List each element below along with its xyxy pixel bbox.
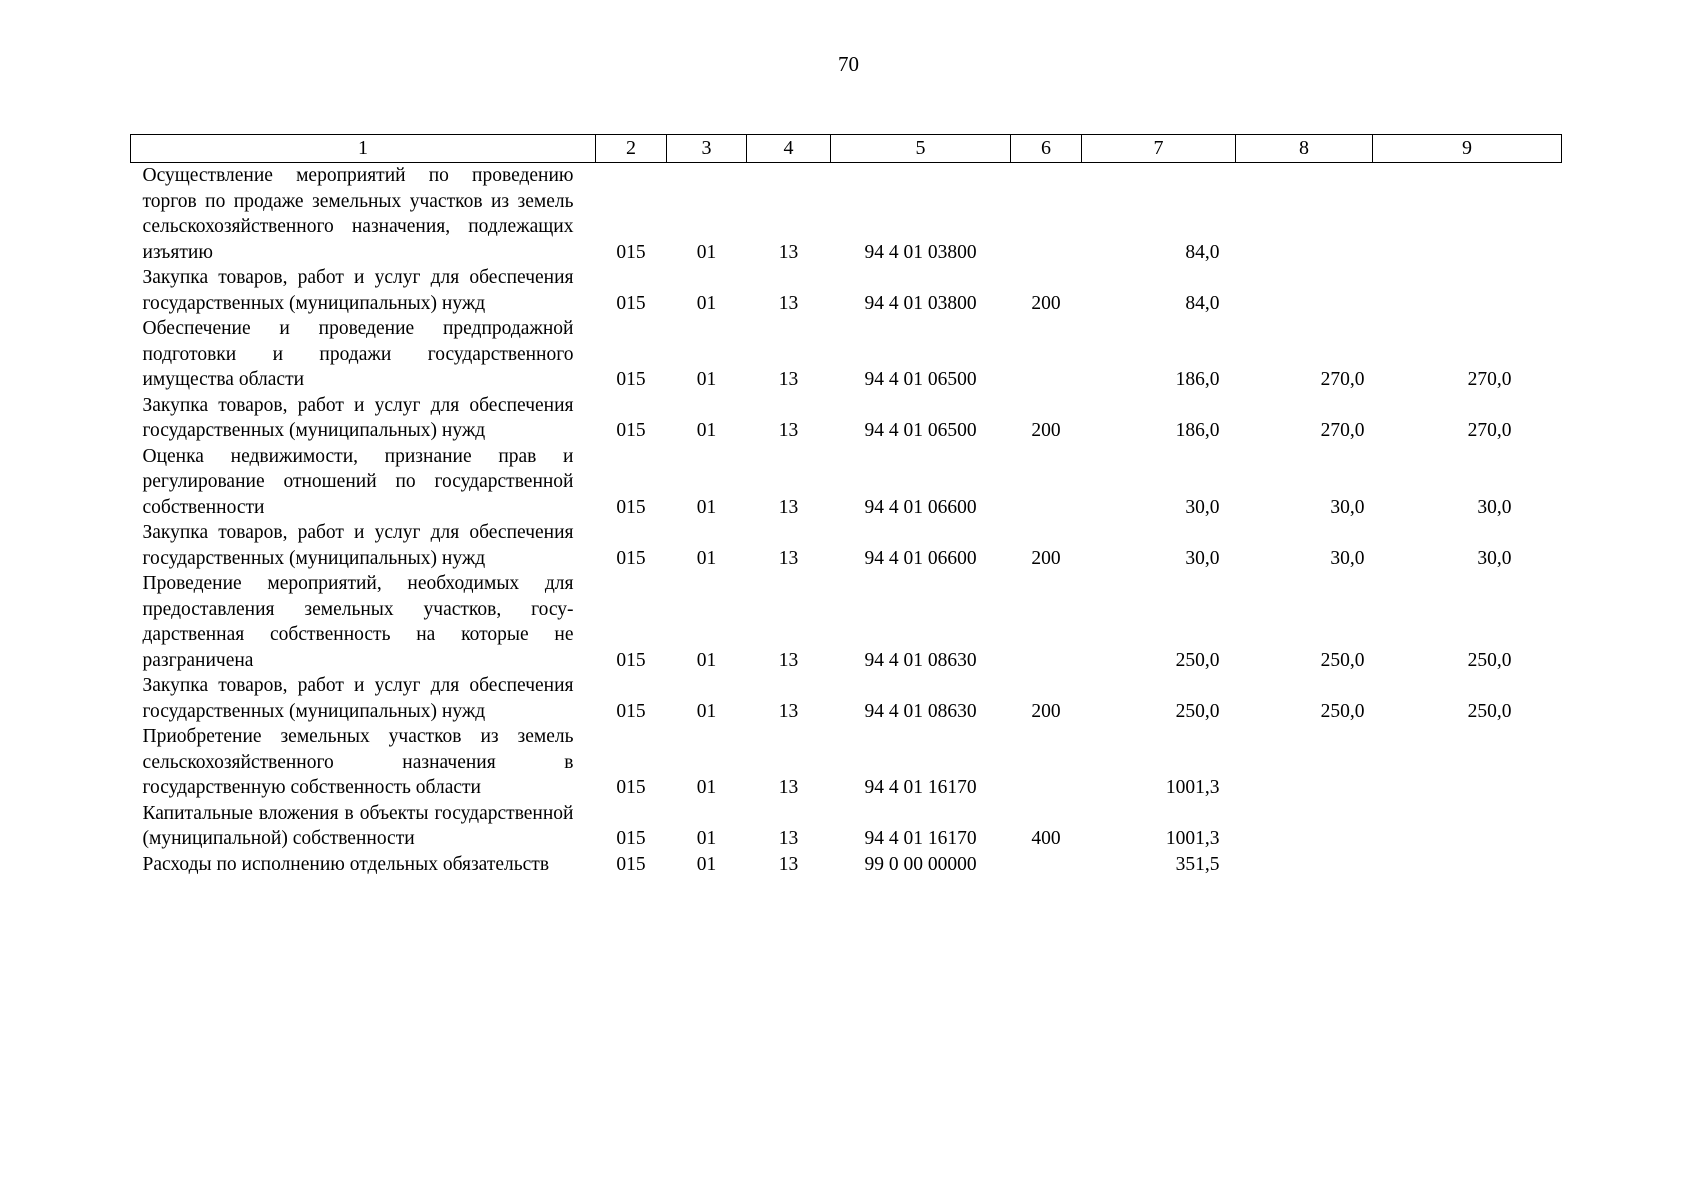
- row-expense-type: [1011, 316, 1082, 393]
- row-code-col3: 01: [696, 777, 717, 798]
- row-code-col2: 015: [616, 420, 646, 441]
- row-code-col2: 015: [616, 241, 646, 263]
- column-header-3: 3: [667, 135, 747, 163]
- row-amount-col7: 186,0: [1175, 420, 1220, 441]
- row-code-col3: 01: [696, 369, 717, 390]
- column-header-2: 2: [596, 135, 667, 163]
- row-code-col4: 13: [778, 420, 799, 441]
- row-amount-col9: [1373, 852, 1562, 878]
- row-amount-col7: 1001,3: [1165, 828, 1220, 849]
- table-row: [131, 265, 1562, 316]
- row-code-col2: 015: [616, 700, 646, 722]
- row-amount-col8: 270,0: [1320, 420, 1365, 441]
- row-amount-col7: 250,0: [1175, 700, 1220, 722]
- row-amount-col9: [1373, 801, 1562, 852]
- table-row: [131, 520, 1562, 571]
- row-description: Закупка товаров, работ и услуг для обеспечения государственных (муниципальных) нужд: [142, 267, 574, 314]
- row-code-col2: 015: [616, 292, 646, 314]
- row-code-col3: 01: [696, 853, 717, 875]
- table-row: [131, 393, 1562, 444]
- row-amount-col9: 250,0: [1467, 700, 1512, 722]
- column-header-5: 5: [831, 135, 1011, 163]
- column-header-8: 8: [1236, 135, 1373, 163]
- row-expense-type: [1011, 163, 1082, 266]
- row-amount-col8: 270,0: [1320, 369, 1365, 390]
- row-code-col2: 015: [616, 828, 646, 849]
- row-code-col4: 13: [778, 777, 799, 798]
- row-amount-col8: [1236, 852, 1373, 878]
- row-expense-type: 200: [1031, 292, 1061, 314]
- row-code-col3: 01: [696, 700, 717, 722]
- row-classification-code: 94 4 01 08630: [864, 649, 977, 671]
- row-amount-col7: 30,0: [1185, 496, 1220, 518]
- row-classification-code: 94 4 01 08630: [864, 700, 977, 722]
- budget-table: [130, 134, 1562, 877]
- row-amount-col8: 30,0: [1330, 547, 1365, 569]
- row-code-col4: 13: [778, 369, 799, 390]
- row-code-col3: 01: [696, 420, 717, 441]
- row-classification-code: 94 4 01 06600: [864, 547, 977, 569]
- row-classification-code: 94 4 01 16170: [864, 828, 977, 849]
- row-description: Обеспечение и проведение предпродажной подготовки и продажи государственного имущества области: [142, 318, 574, 390]
- row-amount-col7: 250,0: [1175, 649, 1220, 671]
- row-description: Проведение мероприятий, необходимых для предоставления земельных участков, государственная собственность на которые не разграничена: [142, 573, 574, 671]
- row-amount-col7: 30,0: [1185, 547, 1220, 569]
- row-description: Капитальные вложения в объекты государственной (муниципальной) собственности: [142, 802, 574, 849]
- row-amount-col8: [1236, 163, 1373, 266]
- row-code-col4: 13: [778, 649, 799, 671]
- table-row: [131, 852, 1562, 878]
- row-amount-col9: 270,0: [1467, 420, 1512, 441]
- row-amount-col9: 30,0: [1477, 547, 1512, 569]
- row-description: Закупка товаров, работ и услуг для обеспечения государственных (муниципальных) нужд: [142, 675, 574, 722]
- table-row: [131, 571, 1562, 673]
- row-classification-code: 94 4 01 06500: [864, 420, 977, 441]
- table-row: [131, 444, 1562, 521]
- table-row: [131, 724, 1562, 801]
- table-row: [131, 163, 1562, 266]
- row-amount-col7: 351,5: [1175, 853, 1220, 875]
- row-code-col3: 01: [696, 241, 717, 263]
- column-header-1: 1: [131, 135, 596, 163]
- row-amount-col9: [1373, 163, 1562, 266]
- row-code-col2: 015: [616, 777, 646, 798]
- row-amount-col8: [1236, 801, 1373, 852]
- row-amount-col7: 186,0: [1175, 369, 1220, 390]
- row-expense-type: [1011, 571, 1082, 673]
- row-amount-col8: 250,0: [1320, 700, 1365, 722]
- row-amount-col7: 1001,3: [1165, 777, 1220, 798]
- table-header-row: [131, 135, 1562, 163]
- page-number: 70: [838, 52, 859, 76]
- row-description: Расходы по исполнению отдельных обязательств: [142, 853, 550, 875]
- row-classification-code: 94 4 01 06600: [864, 496, 977, 518]
- column-header-9: 9: [1373, 135, 1562, 163]
- row-expense-type: 200: [1031, 420, 1061, 441]
- row-code-col4: 13: [778, 547, 799, 569]
- row-description: Приобретение земельных участков из земель сельскохозяйственного назначения в государственную собственность области: [142, 726, 574, 798]
- row-code-col2: 015: [616, 853, 646, 875]
- row-description: Закупка товаров, работ и услуг для обеспечения государственных (муниципальных) нужд: [142, 522, 574, 569]
- table-body: [131, 163, 1562, 878]
- row-code-col4: 13: [778, 828, 799, 849]
- row-amount-col8: [1236, 724, 1373, 801]
- row-expense-type: [1011, 852, 1082, 878]
- row-amount-col9: [1373, 265, 1562, 316]
- row-expense-type: [1011, 444, 1082, 521]
- row-code-col2: 015: [616, 547, 646, 569]
- row-classification-code: 99 0 00 00000: [864, 853, 977, 875]
- row-classification-code: 94 4 01 03800: [864, 292, 977, 314]
- table-row: [131, 673, 1562, 724]
- row-amount-col8: 30,0: [1330, 496, 1365, 518]
- row-code-col3: 01: [696, 292, 717, 314]
- row-description: Осуществление мероприятий по проведению торгов по продаже земельных участков из земель сельскохозяйственного назначения, подлежащих изъятию: [142, 165, 574, 263]
- row-amount-col9: [1373, 724, 1562, 801]
- row-code-col3: 01: [696, 828, 717, 849]
- table-row: [131, 316, 1562, 393]
- row-description: Закупка товаров, работ и услуг для обеспечения государственных (муниципальных) нужд: [142, 394, 574, 441]
- row-code-col4: 13: [778, 292, 799, 314]
- column-header-6: 6: [1011, 135, 1082, 163]
- row-classification-code: 94 4 01 16170: [864, 777, 977, 798]
- row-code-col2: 015: [616, 496, 646, 518]
- row-amount-col9: 250,0: [1467, 649, 1512, 671]
- row-code-col2: 015: [616, 649, 646, 671]
- row-classification-code: 94 4 01 03800: [864, 241, 977, 263]
- column-header-4: 4: [747, 135, 831, 163]
- row-expense-type: [1011, 724, 1082, 801]
- table-row: [131, 801, 1562, 852]
- row-code-col4: 13: [778, 241, 799, 263]
- row-expense-type: 200: [1031, 700, 1061, 722]
- row-code-col2: 015: [616, 369, 646, 390]
- row-amount-col7: 84,0: [1185, 241, 1220, 263]
- row-code-col4: 13: [778, 496, 799, 518]
- row-amount-col8: [1236, 265, 1373, 316]
- row-description: Оценка недвижимости, признание прав и регулирование отношений по государственной собственности: [142, 445, 574, 518]
- row-classification-code: 94 4 01 06500: [864, 369, 977, 390]
- row-code-col4: 13: [778, 853, 799, 875]
- row-amount-col9: 270,0: [1467, 369, 1512, 390]
- row-amount-col9: 30,0: [1477, 496, 1512, 518]
- row-amount-col7: 84,0: [1185, 292, 1220, 314]
- row-amount-col8: 250,0: [1320, 649, 1365, 671]
- column-header-7: 7: [1082, 135, 1236, 163]
- row-code-col3: 01: [696, 547, 717, 569]
- row-code-col3: 01: [696, 649, 717, 671]
- row-expense-type: 200: [1031, 547, 1061, 569]
- row-expense-type: 400: [1031, 828, 1061, 849]
- row-code-col4: 13: [778, 700, 799, 722]
- row-code-col3: 01: [696, 496, 717, 518]
